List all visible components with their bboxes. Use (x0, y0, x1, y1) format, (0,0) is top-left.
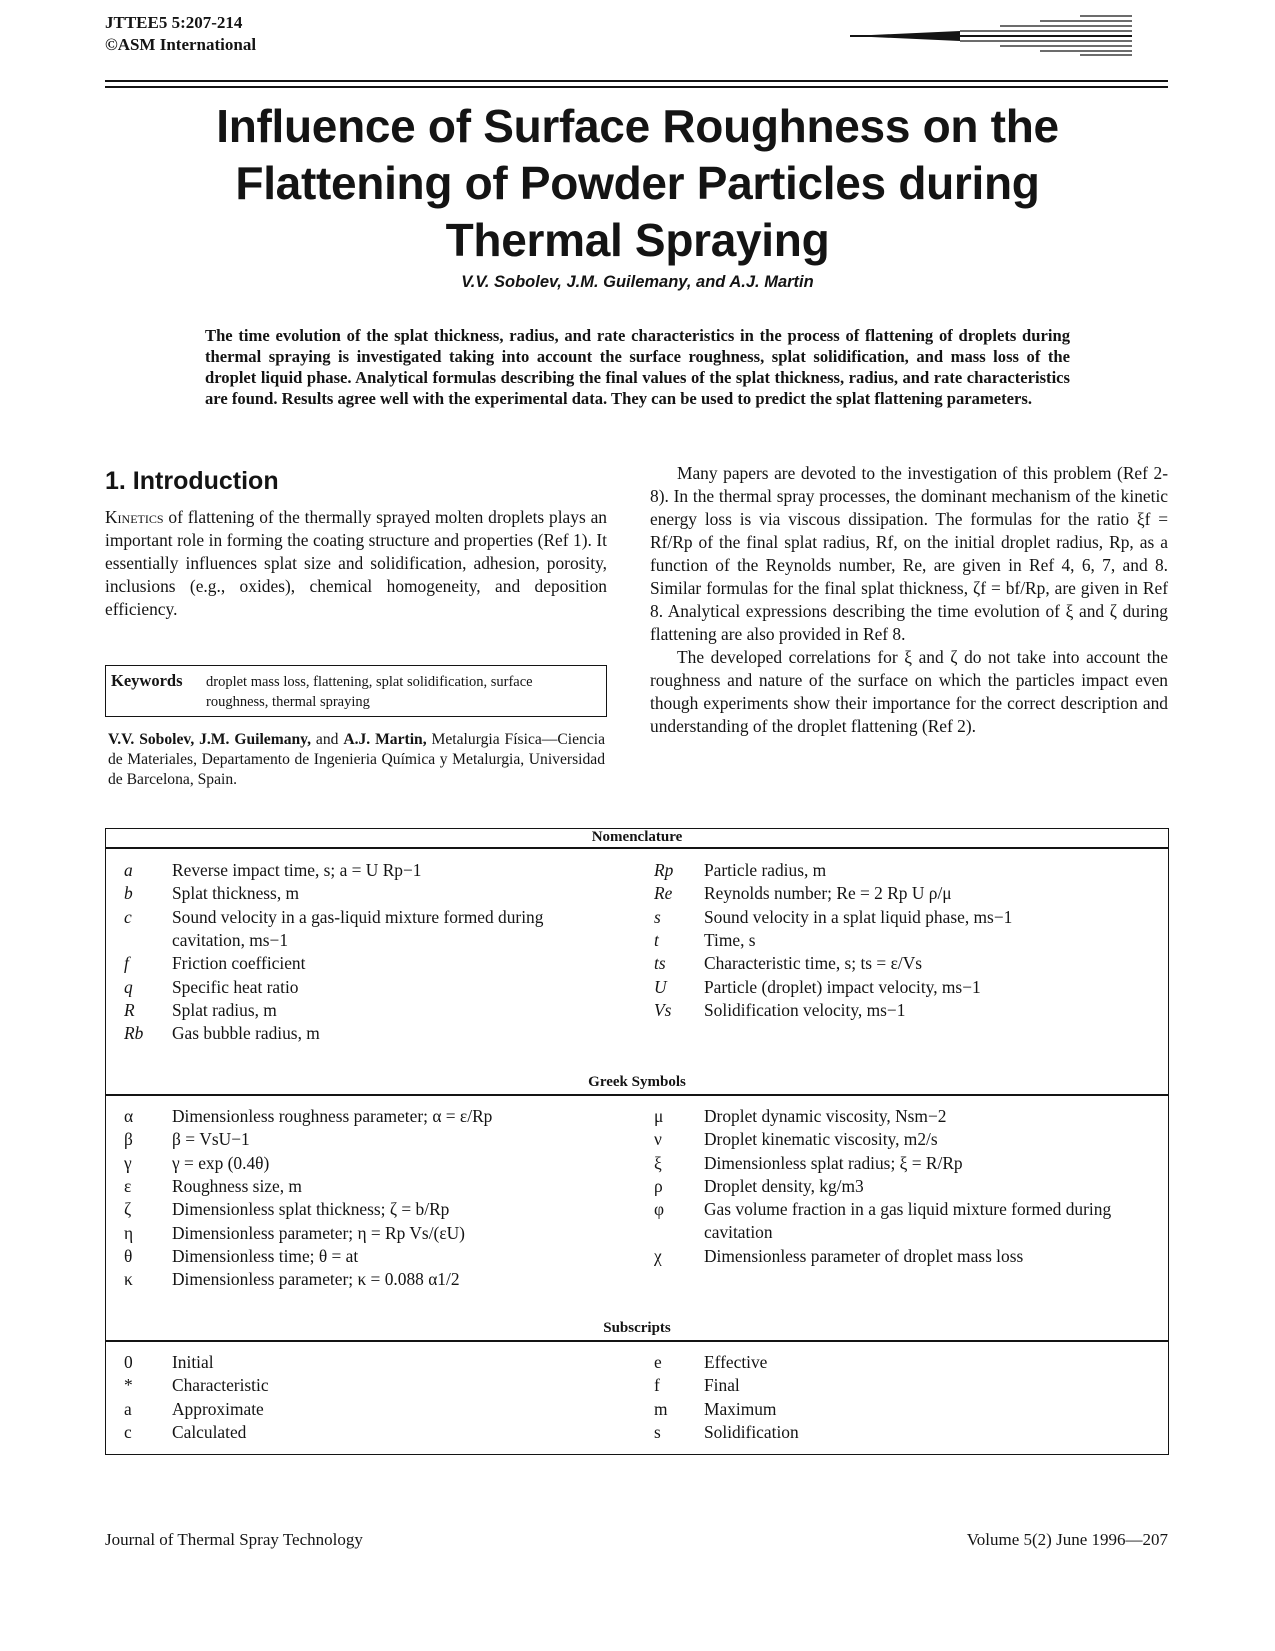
symbol-description: Gas volume fraction in a gas liquid mixture formed during cavitation (704, 1199, 1112, 1243)
symbol-description: Calculated (172, 1421, 247, 1442)
affiliation-names: V.V. Sobolev, J.M. Guilemany, (108, 731, 312, 748)
symbol-description: β = VsU−1 (172, 1129, 250, 1150)
affiliation-and: and (311, 731, 344, 748)
author-affiliation (108, 730, 605, 790)
symbol: Re (654, 883, 673, 904)
symbol: a (124, 860, 133, 880)
greek-rule (106, 1094, 1168, 1096)
right-paragraph-2: The developed correlations for ξ and ζ do not take into account the roughness and nature of the surface on which the particles impact even though experiments show their importance for the correct description and understanding of the droplet flattening (Ref 2). (650, 647, 1168, 736)
symbol-description: Droplet dynamic viscosity, Nsm−2 (704, 1106, 947, 1126)
header-rule-top (105, 80, 1168, 82)
section-heading: 1. Introduction (105, 467, 279, 495)
symbol: t (654, 929, 659, 950)
symbol: ρ (654, 1175, 663, 1196)
journal-code: JTTEE5 5:207-214 (105, 13, 243, 32)
nomenclature-rule (106, 847, 1168, 849)
symbol: 0 (124, 1352, 133, 1372)
symbol-description: Dimensionless splat radius; ξ = R/Rp (704, 1152, 963, 1173)
symbol-description: Characteristic (172, 1375, 269, 1396)
symbol-description: Characteristic time, s; ts = ε/Vs (704, 953, 923, 974)
symbol-description: Dimensionless splat thickness; ζ = b/Rp (172, 1199, 450, 1220)
right-paragraph-1: Many papers are devoted to the investigation of this problem (Ref 2-8). In the thermal spray processes, the dominant mechanism of the kinetic energy loss is via viscous dissipation. The formulas for the ratio ξf = Rf/Rp of the final splat radius, Rf, on the initial droplet radius, Rp, as a function of the Reynolds number, Re, are given in Ref 4, 6, 7, and 8. Similar formulas for the final splat thickness, ζf = bf/Rp, are given in Ref 8. Analytical expressions describing the time evolution of ξ and ζ during flattening are also provided in Ref 8. (650, 463, 1168, 644)
symbol: * (124, 1375, 133, 1396)
symbol: μ (654, 1106, 664, 1126)
symbol: s (654, 1421, 661, 1442)
title-line-1: Influence of Surface Roughness on the (216, 100, 1059, 152)
footer-journal: Journal of Thermal Spray Technology (105, 1530, 363, 1549)
symbol-description: Time, s (704, 929, 756, 950)
symbol: Rb (124, 1023, 144, 1044)
symbol: φ (654, 1199, 665, 1220)
symbol-description: Splat thickness, m (172, 883, 300, 904)
symbol-description: Dimensionless parameter of droplet mass loss (704, 1245, 1024, 1266)
symbol-description: Droplet density, kg/m3 (704, 1175, 864, 1196)
symbol: b (124, 883, 133, 904)
symbol: R (124, 999, 135, 1020)
symbol-description: Dimensionless time; θ = at (172, 1245, 359, 1266)
symbol: ξ (654, 1152, 662, 1173)
symbol-description: Solidification velocity, ms−1 (704, 999, 906, 1020)
symbol: ε (124, 1175, 132, 1196)
symbol: χ (654, 1245, 662, 1266)
symbol-description: Droplet kinematic viscosity, m2/s (704, 1129, 938, 1150)
symbol: ζ (124, 1199, 132, 1220)
symbol: β (124, 1129, 133, 1150)
symbol-description: Particle (droplet) impact velocity, ms−1 (704, 976, 981, 997)
nomenclature-table (105, 828, 1169, 1455)
symbol: a (124, 1398, 132, 1419)
symbol-description: Maximum (704, 1398, 777, 1419)
symbol-description: Roughness size, m (172, 1175, 302, 1196)
title-line-3: Thermal Spraying (445, 214, 830, 266)
symbol: c (124, 906, 132, 927)
keywords-label: Keywords (111, 671, 183, 690)
symbol-description: Dimensionless parameter; η = Rp Vs/(εU) (172, 1222, 465, 1243)
symbol-description: Approximate (172, 1398, 264, 1419)
greek-title: Greek Symbols (588, 1074, 686, 1090)
affiliation-last: A.J. Martin, (343, 731, 427, 748)
right-column (650, 462, 1168, 738)
symbol-description: Gas bubble radius, m (172, 1023, 320, 1044)
symbol: e (654, 1352, 662, 1372)
symbol-description: Reverse impact time, s; a = U Rp−1 (172, 860, 422, 880)
symbol-description: Solidification (704, 1421, 799, 1442)
symbol: f (124, 953, 129, 974)
symbol-description: γ = exp (0.4θ) (172, 1152, 270, 1173)
intro-paragraph-1 (105, 506, 607, 621)
abstract: The time evolution of the splat thickness, radius, and rate characteristics in the process of flattening of droplets during thermal spraying is investigated taking into account the surface roughness, splat solidification, and mass loss of the droplet liquid phase. Analytical formulas describing the final values of the splat thickness, radius, and rate characteristics are found. Results agree well with the experimental data. They can be used to predict the splat flattening parameters. (205, 326, 1070, 408)
symbol-description: Initial (172, 1352, 214, 1372)
intro-paragraph-text: of flattening of the thermally sprayed molten droplets plays an important role in forming the coating structure and properties (Ref 1). It essentially influences splat size and solidification, adhesion, porosity, inclusions (e.g., oxides), chemical homogeneity, and deposition efficiency. (105, 507, 607, 619)
symbol: f (654, 1375, 660, 1396)
symbol: γ (124, 1152, 132, 1173)
symbol: c (124, 1421, 132, 1442)
keywords-text: droplet mass loss, flattening, splat solidification, surface roughness, thermal spraying (206, 674, 533, 710)
symbol: q (124, 976, 133, 997)
symbol-description: Splat radius, m (172, 999, 277, 1020)
keywords-box (105, 665, 607, 717)
symbol: ts (654, 953, 666, 974)
symbol: s (654, 906, 661, 927)
symbol-description: Specific heat ratio (172, 976, 299, 997)
footer-issue: Volume 5(2) June 1996—207 (966, 1530, 1168, 1549)
symbol-description: Final (704, 1375, 740, 1396)
symbol: θ (124, 1245, 133, 1266)
symbol-description: Sound velocity in a gas-liquid mixture formed during cavitation, ms−1 (172, 906, 544, 950)
subscripts-rule (106, 1340, 1168, 1342)
drop-lead: Kinetics (105, 507, 164, 527)
symbol: η (124, 1222, 134, 1243)
title-line-2: Flattening of Powder Particles during (235, 157, 1040, 209)
symbol-description: Friction coefficient (172, 953, 306, 974)
symbol-description: Effective (704, 1352, 768, 1372)
symbol-description: Dimensionless roughness parameter; α = ε/Rp (172, 1106, 493, 1126)
subscripts-title: Subscripts (603, 1320, 671, 1336)
symbol: Rp (654, 860, 674, 880)
symbol: m (654, 1398, 668, 1419)
nomenclature-title: Nomenclature (591, 829, 683, 845)
symbol: U (654, 976, 667, 997)
symbol-description: Dimensionless parameter; κ = 0.088 α1/2 (172, 1269, 460, 1290)
symbol-description: Reynolds number; Re = 2 Rp U ρ/μ (704, 883, 952, 904)
symbol: ν (654, 1129, 662, 1150)
affiliation-text: Metalurgia Física—Ciencia de Materiales, Departamento de Ingenieria Química y Metalurgia, Universidad de Barcelona, Spain. (108, 731, 606, 788)
symbol: α (124, 1106, 134, 1126)
symbol: κ (124, 1269, 133, 1290)
authors: V.V. Sobolev, J.M. Guilemany, and A.J. Martin (461, 273, 814, 291)
header-rule-bottom (105, 86, 1168, 88)
symbol-description: Sound velocity in a splat liquid phase, ms−1 (704, 906, 1013, 927)
page-title (0, 98, 1275, 269)
journal-header (105, 12, 256, 56)
symbol: Vs (654, 999, 672, 1020)
decorative-lines-icon (850, 14, 1132, 56)
symbol-description: Particle radius, m (704, 860, 827, 880)
publisher: ©ASM International (105, 35, 257, 54)
